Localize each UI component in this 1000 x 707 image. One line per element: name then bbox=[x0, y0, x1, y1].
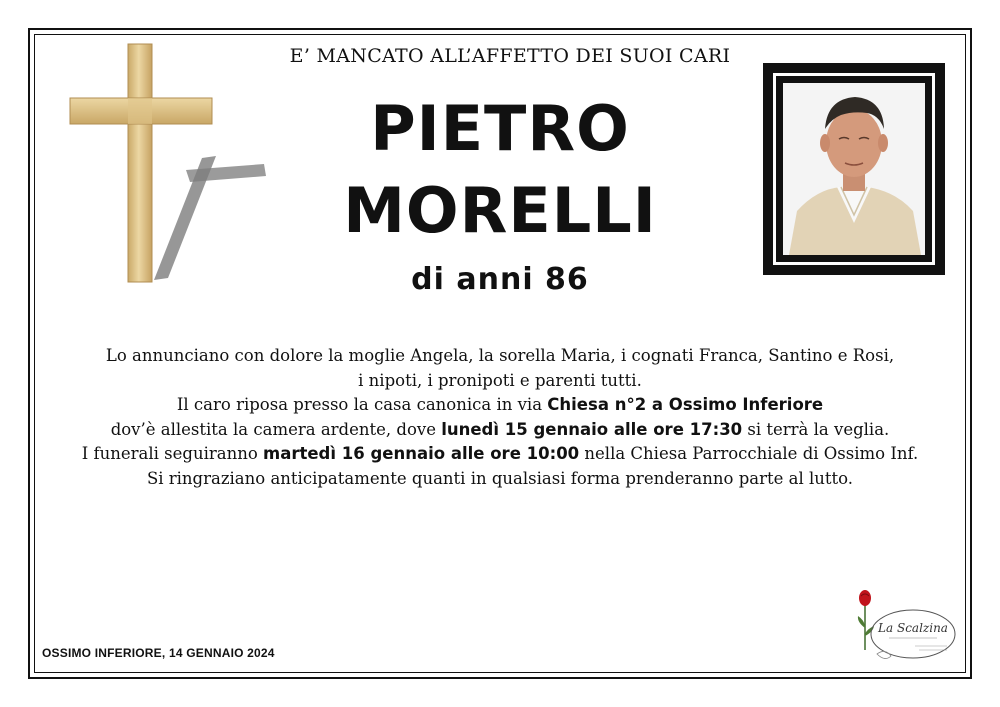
vigil-datetime: lunedì 15 gennaio alle ore 17:30 bbox=[441, 419, 743, 439]
announcement-line: Il caro riposa presso la casa canonica in via Chiesa n°2 a Ossimo Inferiore bbox=[176, 395, 824, 414]
announcement-line: i nipoti, i pronipoti e parenti tutti. bbox=[358, 370, 642, 390]
announcement-line: I funerali seguiranno martedì 16 gennaio alle ore 10:00 nella Chiesa Parrocchiale di Ossimo Inf. bbox=[81, 444, 919, 463]
logo-text: La Scalzina bbox=[878, 621, 948, 635]
age-text: di anni 86 bbox=[411, 262, 589, 297]
portrait-photo bbox=[783, 83, 925, 255]
announcement-text bbox=[40, 344, 960, 491]
announcement-line: dov’è allestita la camera ardente, dove lunedì 15 gennaio alle ore 17:30 si terrà la veglia. bbox=[110, 419, 890, 439]
first-name: PIETRO bbox=[370, 92, 630, 165]
last-name: MORELLI bbox=[343, 174, 657, 247]
announcement-line: Si ringraziano anticipatamente quanti in qualsiasi forma prenderanno parte al lutto. bbox=[146, 468, 854, 488]
portrait-frame bbox=[763, 63, 945, 275]
announcement-line: Lo annunciano con dolore la moglie Angela, la sorella Maria, i cognati Franca, Santino e Rosi, bbox=[105, 346, 895, 365]
deceased-name bbox=[230, 88, 770, 252]
funeral-home-logo bbox=[855, 588, 965, 666]
wake-location: Chiesa n°2 a Ossimo Inferiore bbox=[547, 395, 824, 414]
funeral-datetime: martedì 16 gennaio alle ore 10:00 bbox=[263, 444, 580, 463]
rose-icon bbox=[858, 590, 874, 650]
place-date: OSSIMO INFERIORE, 14 GENNAIO 2024 bbox=[42, 646, 275, 660]
headline: E’ MANCATO ALL’AFFETTO DEI SUOI CARI bbox=[289, 45, 731, 67]
